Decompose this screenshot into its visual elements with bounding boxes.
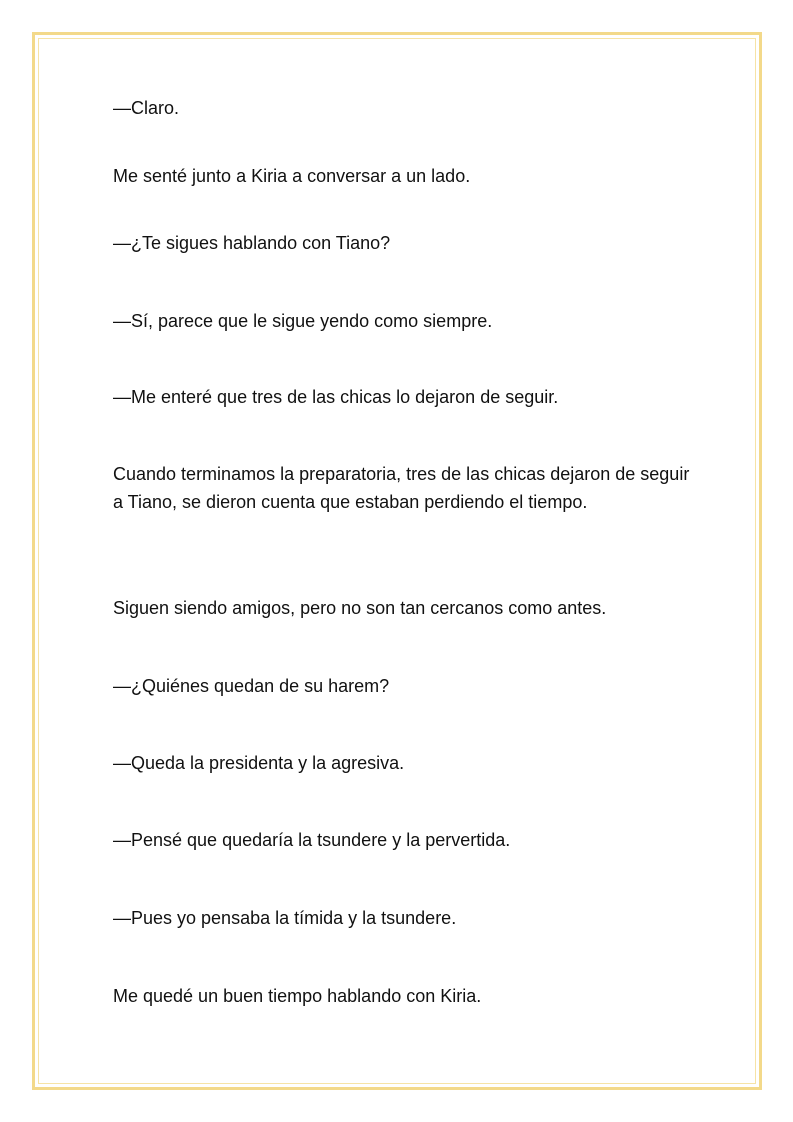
paragraph-1: —Claro. [113,98,180,118]
paragraph-4: —Sí, parece que le sigue yendo como siempre. [113,311,493,331]
paragraph-5: —Me enteré que tres de las chicas lo dejaron de seguir. [113,387,559,407]
paragraph-7: Siguen siendo amigos, pero no son tan cercanos como antes. [113,598,607,618]
paragraph-10: —Pensé que quedaría la tsundere y la pervertida. [113,830,511,850]
paragraph-11: —Pues yo pensaba la tímida y la tsundere. [113,908,457,928]
paragraph-3: —¿Te sigues hablando con Tiano? [113,233,391,253]
paragraph-12: Me quedé un buen tiempo hablando con Kiria. [113,986,482,1006]
paragraph-2: Me senté junto a Kiria a conversar a un lado. [113,166,471,186]
paragraph-6: Cuando terminamos la preparatoria, tres de las chicas dejaron de seguir a Tiano, se dieron cuenta que estaban perdiendo el tiempo. [113,464,690,512]
paragraph-9: —Queda la presidenta y la agresiva. [113,753,405,773]
paragraph-8: —¿Quiénes quedan de su harem? [113,676,390,696]
